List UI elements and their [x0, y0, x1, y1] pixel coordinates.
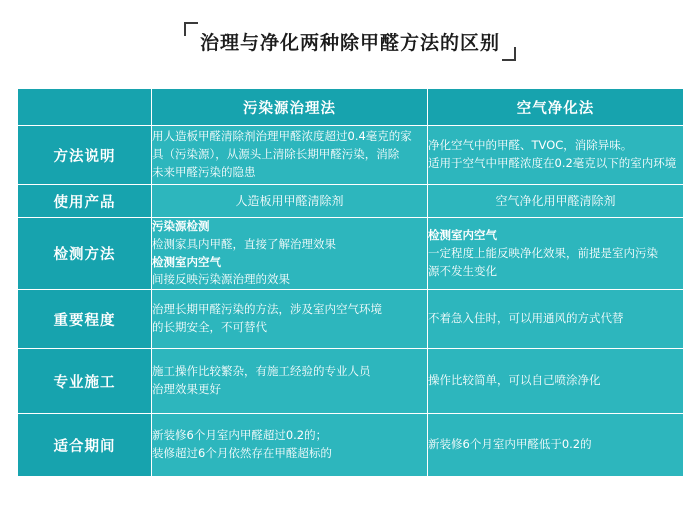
- cell-line: 净化空气中的甲醛、TVOC，消除异味。: [428, 138, 633, 153]
- table-row: [18, 185, 684, 218]
- cell-products-purify: [428, 185, 684, 218]
- cell-line: 的长期安全，不可替代: [152, 320, 267, 335]
- cell-line: 治理效果更好: [152, 382, 221, 397]
- header-corner-cell: [18, 89, 152, 126]
- cell-professional-source: [152, 349, 428, 414]
- cell-line: 适用于空气中甲醛浓度在0.2毫克以下的室内环境: [428, 156, 677, 170]
- title-area: [0, 0, 700, 62]
- cell-line: 施工操作比较繁杂，有施工经验的专业人员: [152, 364, 371, 379]
- cell-line: 治理长期甲醛污染的方法，涉及室内空气环境: [152, 302, 382, 317]
- cell-line: 检测室内空气: [152, 254, 221, 269]
- cell-detection-purify: [428, 218, 684, 290]
- row-label-suitable-period: 适合期间: [18, 414, 152, 477]
- page-title: 治理与净化两种除甲醛方法的区别: [186, 26, 514, 59]
- cell-importance-purify: [428, 290, 684, 349]
- cell-professional-purify: [428, 349, 684, 414]
- row-label-importance: 重要程度: [18, 290, 152, 349]
- row-label-products-used: 使用产品: [18, 185, 152, 218]
- cell-detection-source: [152, 218, 428, 290]
- row-label-professional-construction: 专业施工: [18, 349, 152, 414]
- cell-line: 不着急入住时，可以用通风的方式代替: [428, 311, 624, 326]
- cell-line: 检测家具内甲醛，直接了解治理效果: [152, 236, 336, 251]
- table-body: [18, 126, 684, 477]
- cell-period-purify: [428, 414, 684, 477]
- cell-line: 操作比较简单，可以自己喷涂净化: [428, 373, 601, 388]
- cell-line: 未来甲醛污染的隐患: [152, 164, 256, 179]
- table-row: [18, 290, 684, 349]
- cell-line: 装修超过6个月依然存在甲醛超标的: [152, 446, 332, 461]
- table-row: [18, 349, 684, 414]
- cell-method-description-purify: [428, 126, 684, 185]
- cell-importance-source: [152, 290, 428, 349]
- row-label-detection-method: 检测方法: [18, 218, 152, 290]
- cell-period-source: [152, 414, 428, 477]
- cell-line: 污染源检测: [152, 219, 210, 233]
- header-col-pollution-source: 污染源治理法: [152, 89, 428, 126]
- table-row: [18, 414, 684, 477]
- table-header-row: [18, 89, 684, 126]
- cell-line: 间接反映污染源治理的效果: [152, 272, 290, 287]
- cell-line: 空气净化用甲醛清除剂: [495, 193, 616, 208]
- cell-line: 一定程度上能反映净化效果，前提是室内污染: [428, 245, 658, 260]
- cell-line: 新装修6个月室内甲醛低于0.2的: [428, 437, 592, 452]
- cell-products-source: [152, 185, 428, 218]
- cell-line: 人造板用甲醛清除剂: [235, 193, 344, 208]
- cell-line: 检测室内空气: [428, 227, 497, 242]
- cell-line: 源不发生变化: [428, 263, 497, 278]
- cell-line: 具（污染源），从源头上清除长期甲醛污染，消除: [152, 147, 400, 162]
- header-col-air-purification: 空气净化法: [428, 89, 684, 126]
- table-row: [18, 218, 684, 290]
- cell-method-description-source: [152, 126, 428, 185]
- cell-line: 新装修6个月室内甲醛超过0.2的；: [152, 428, 328, 443]
- row-label-method-description: 方法说明: [18, 126, 152, 185]
- table-row: [18, 126, 684, 185]
- cell-line: 用人造板甲醛清除剂治理甲醛浓度超过0.4毫克的家: [152, 129, 412, 144]
- comparison-table: [17, 88, 684, 477]
